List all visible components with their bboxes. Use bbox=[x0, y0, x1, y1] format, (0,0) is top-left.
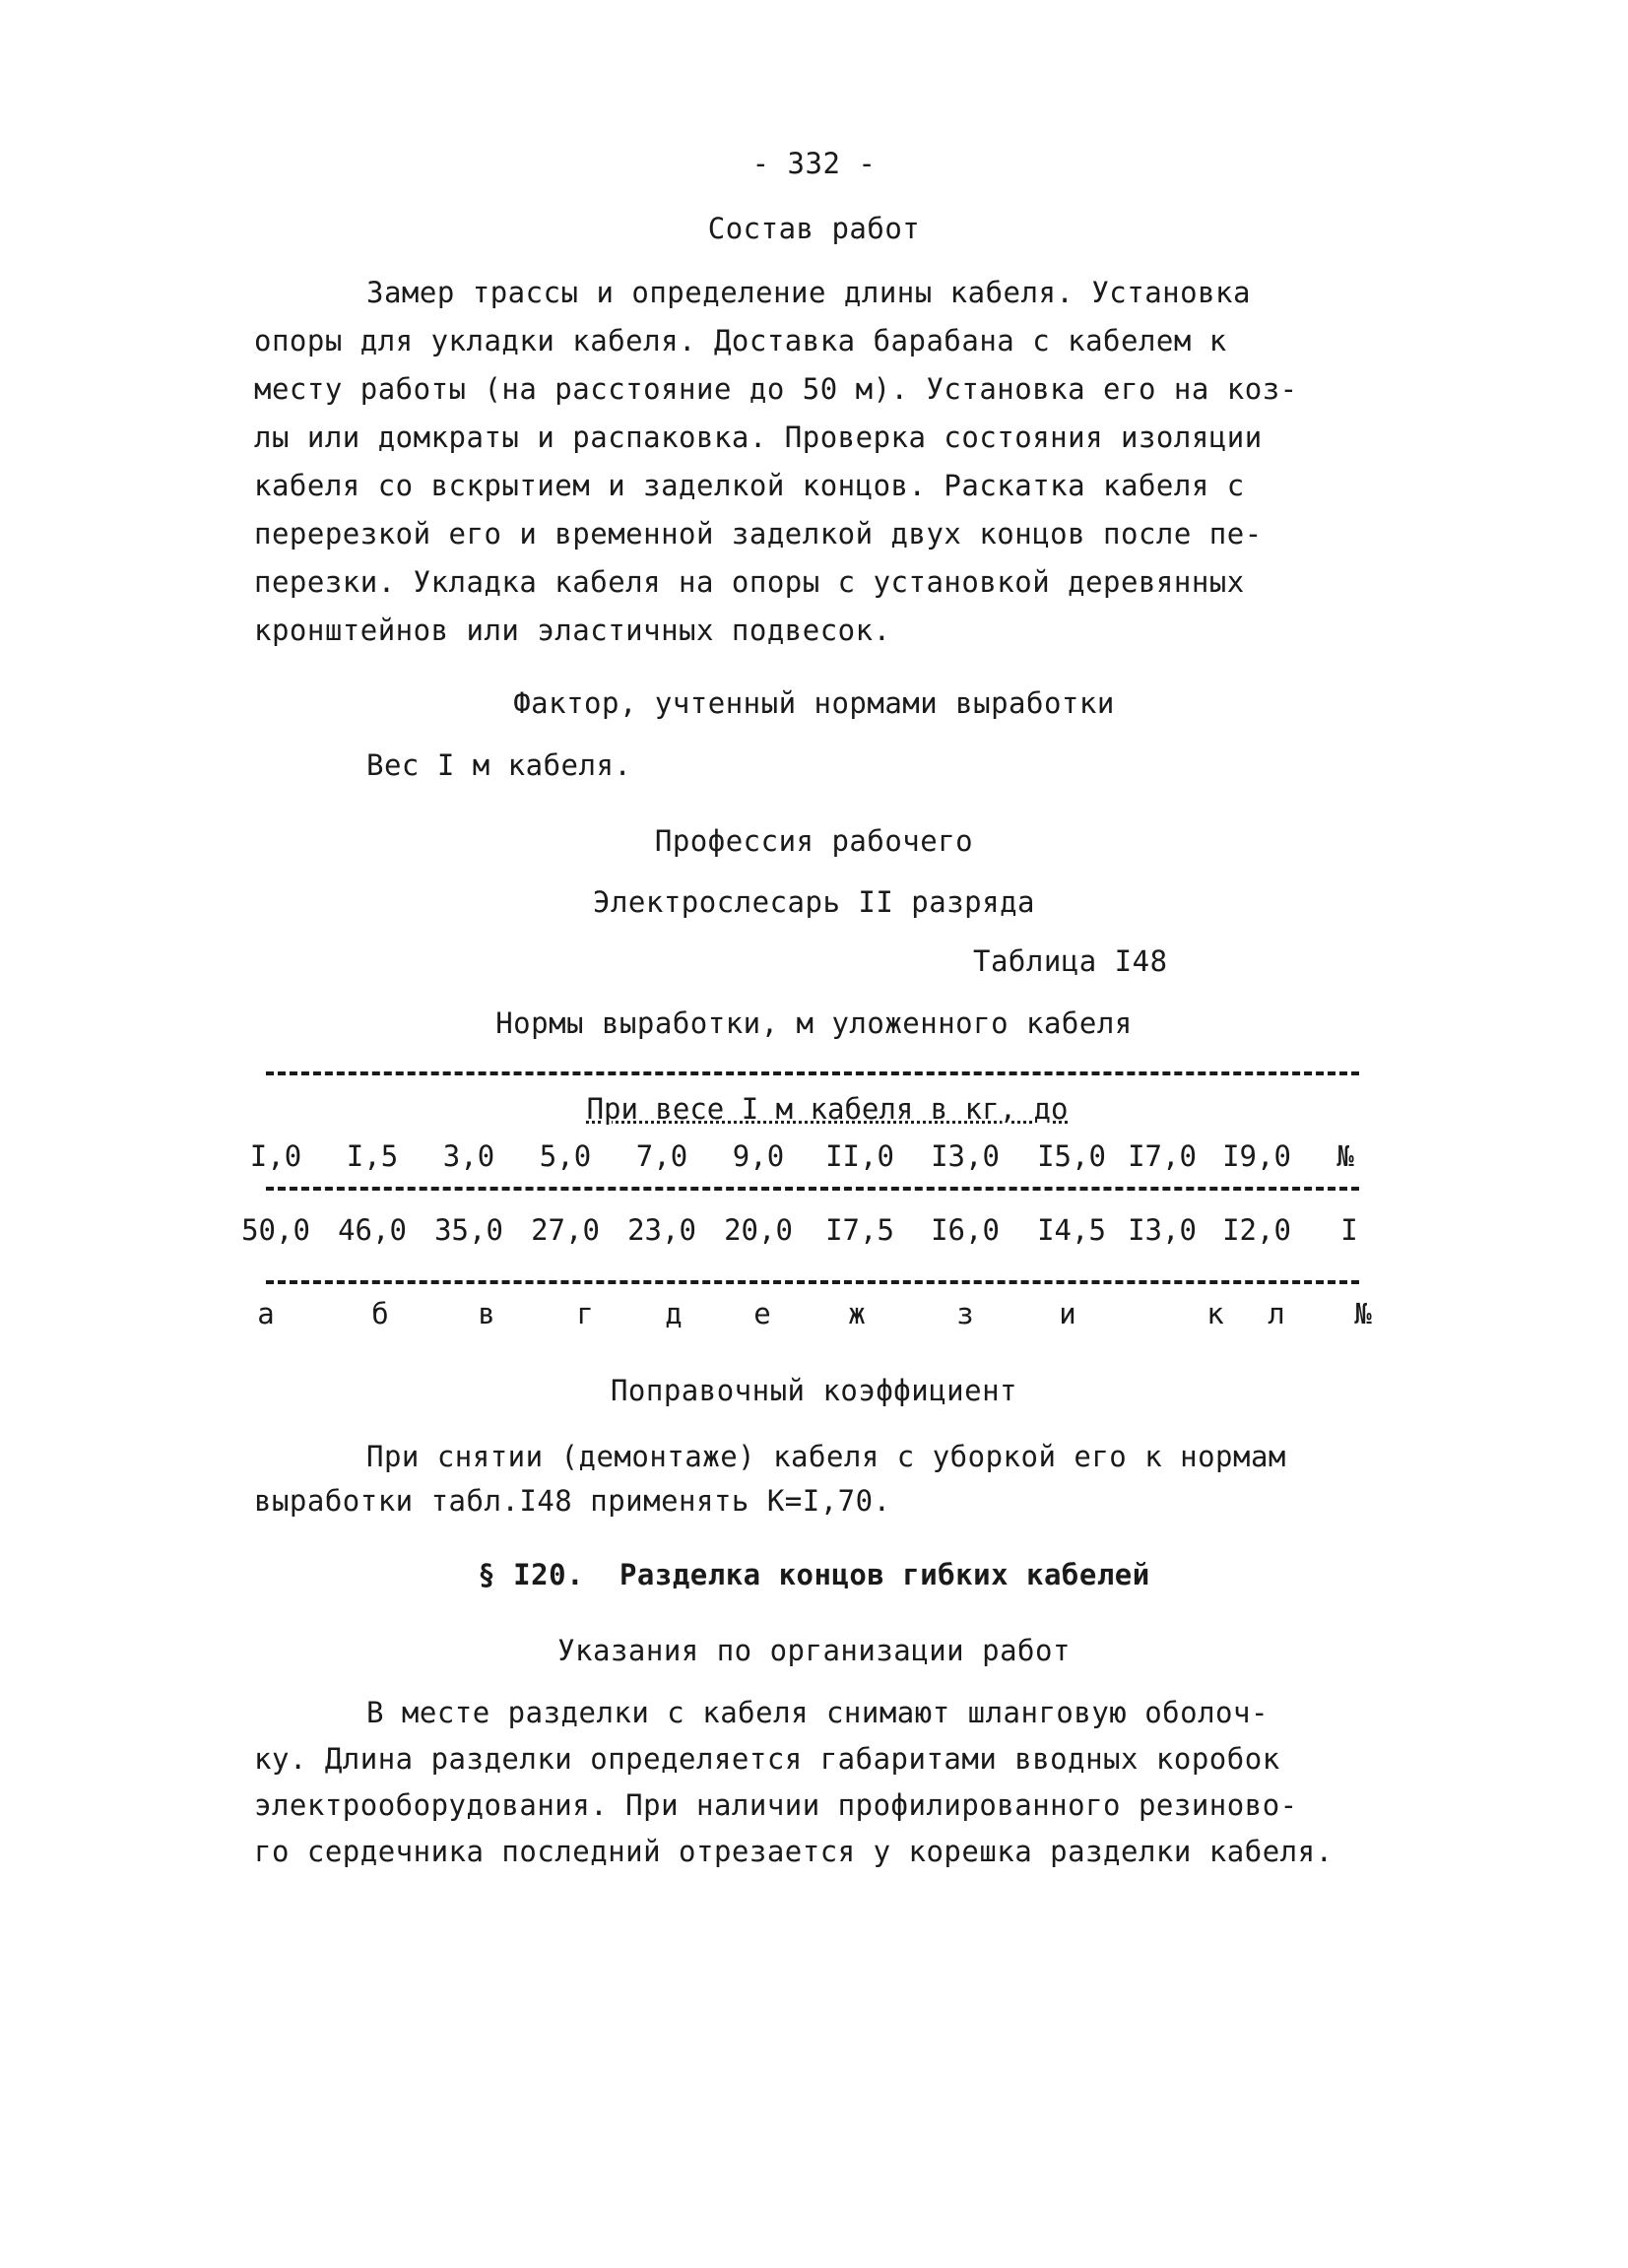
table-header-cell: I,5 bbox=[346, 1139, 399, 1173]
table-cell: 23,0 bbox=[627, 1213, 696, 1247]
section-120-line: В месте разделки с кабеля снимают шланговую оболоч- bbox=[366, 1696, 1269, 1729]
table-cell: 27,0 bbox=[531, 1213, 600, 1247]
table-letter: г bbox=[576, 1297, 594, 1330]
section-120-line: го сердечника последний отрезается у корешка разделки кабеля. bbox=[254, 1835, 1334, 1868]
table-cell: 35,0 bbox=[434, 1213, 503, 1247]
table-letter: в bbox=[478, 1297, 495, 1330]
table-letter: к bbox=[1206, 1297, 1224, 1330]
table-cell: 50,0 bbox=[241, 1213, 310, 1247]
table-cell: I7,5 bbox=[825, 1213, 894, 1247]
paragraph-line: Замер трассы и определение длины кабеля. Установка bbox=[366, 276, 1251, 309]
table-cell: 46,0 bbox=[338, 1213, 407, 1247]
table-cell: 20,0 bbox=[724, 1213, 793, 1247]
table-letter: и bbox=[1059, 1297, 1076, 1330]
table-rule-middle bbox=[266, 1280, 1359, 1284]
table-header-cell: 7,0 bbox=[635, 1139, 688, 1173]
table-header-cell: I7,0 bbox=[1128, 1139, 1197, 1173]
table-title: Нормы выработки, м уложенного кабеля bbox=[495, 1006, 1133, 1040]
table-header-cell: II,0 bbox=[825, 1139, 894, 1173]
table-header-cell: 3,0 bbox=[442, 1139, 495, 1173]
table-cell: I3,0 bbox=[1128, 1213, 1197, 1247]
factor-heading: Фактор, учтенный нормами выработки bbox=[513, 686, 1115, 720]
table-number-header: № bbox=[1336, 1139, 1354, 1173]
table-letter: ж bbox=[848, 1297, 866, 1330]
table-header-cell: I,0 bbox=[249, 1139, 302, 1173]
table-letter: з bbox=[956, 1297, 974, 1330]
table-rule-header bbox=[266, 1187, 1359, 1191]
paragraph-line: месту работы (на расстояние до 50 м). Установка его на коз- bbox=[254, 372, 1298, 406]
table-header-row bbox=[249, 1139, 1377, 1178]
paragraph-line: кронштейнов или эластичных подвесок. bbox=[254, 614, 891, 647]
table-row bbox=[241, 1213, 1377, 1252]
paragraph-line: перерезкой его и временной заделкой двух концов после пе- bbox=[254, 517, 1263, 551]
paragraph-line: перезки. Укладка кабеля на опоры с установкой деревянных bbox=[254, 565, 1245, 599]
paragraph-line: кабеля со вскрытием и заделкой концов. Раскатка кабеля с bbox=[254, 469, 1245, 502]
paragraph-line: опоры для укладки кабеля. Доставка барабана с кабелем к bbox=[254, 324, 1227, 357]
table-header-cell: I9,0 bbox=[1222, 1139, 1291, 1173]
profession-text: Электрослесарь II разряда bbox=[593, 885, 1035, 919]
correction-heading: Поправочный коэффициент bbox=[610, 1374, 1018, 1407]
paragraph-line: лы или домкраты и распаковка. Проверка состояния изоляции bbox=[254, 421, 1263, 454]
table-header-cell: I5,0 bbox=[1037, 1139, 1106, 1173]
table-cell: I4,5 bbox=[1037, 1213, 1106, 1247]
table-cell: I6,0 bbox=[931, 1213, 1000, 1247]
table-column-group-header: При весе I м кабеля в кг, до bbox=[586, 1092, 1069, 1126]
table-cell: I2,0 bbox=[1222, 1213, 1291, 1247]
section-120-line: электрооборудования. При наличии профилированного резиново- bbox=[254, 1788, 1298, 1822]
table-header-cell: 9,0 bbox=[732, 1139, 785, 1173]
correction-line: выработки табл.I48 применять К=I,70. bbox=[254, 1484, 891, 1518]
section-120-subheading: Указания по организации работ bbox=[557, 1634, 1071, 1667]
table-letter: л bbox=[1268, 1297, 1285, 1330]
correction-line: При снятии (демонтаже) кабеля с уборкой его к нормам bbox=[366, 1440, 1286, 1473]
page-number: - 332 - bbox=[751, 147, 877, 180]
table-row-number: I bbox=[1340, 1213, 1358, 1247]
table-letter: а bbox=[257, 1297, 275, 1330]
table-letter: е bbox=[753, 1297, 771, 1330]
table-header-cell: 5,0 bbox=[539, 1139, 592, 1173]
table-number-letter: № bbox=[1354, 1297, 1372, 1330]
table-label: Таблица I48 bbox=[973, 944, 1168, 978]
factor-text: Вес I м кабеля. bbox=[366, 748, 632, 782]
table-letter: б bbox=[371, 1297, 389, 1330]
section-heading-work-composition: Состав работ bbox=[707, 212, 921, 245]
table-header-cell: I3,0 bbox=[931, 1139, 1000, 1173]
section-120-heading: § I20. Разделка концов гибких кабелей bbox=[478, 1558, 1150, 1591]
table-letter: д bbox=[665, 1297, 683, 1330]
profession-heading: Профессия рабочего bbox=[654, 824, 974, 858]
table-rule-top bbox=[266, 1071, 1359, 1075]
section-120-line: ку. Длина разделки определяется габаритами вводных коробок bbox=[254, 1742, 1280, 1776]
table-letter-row bbox=[254, 1297, 1377, 1335]
